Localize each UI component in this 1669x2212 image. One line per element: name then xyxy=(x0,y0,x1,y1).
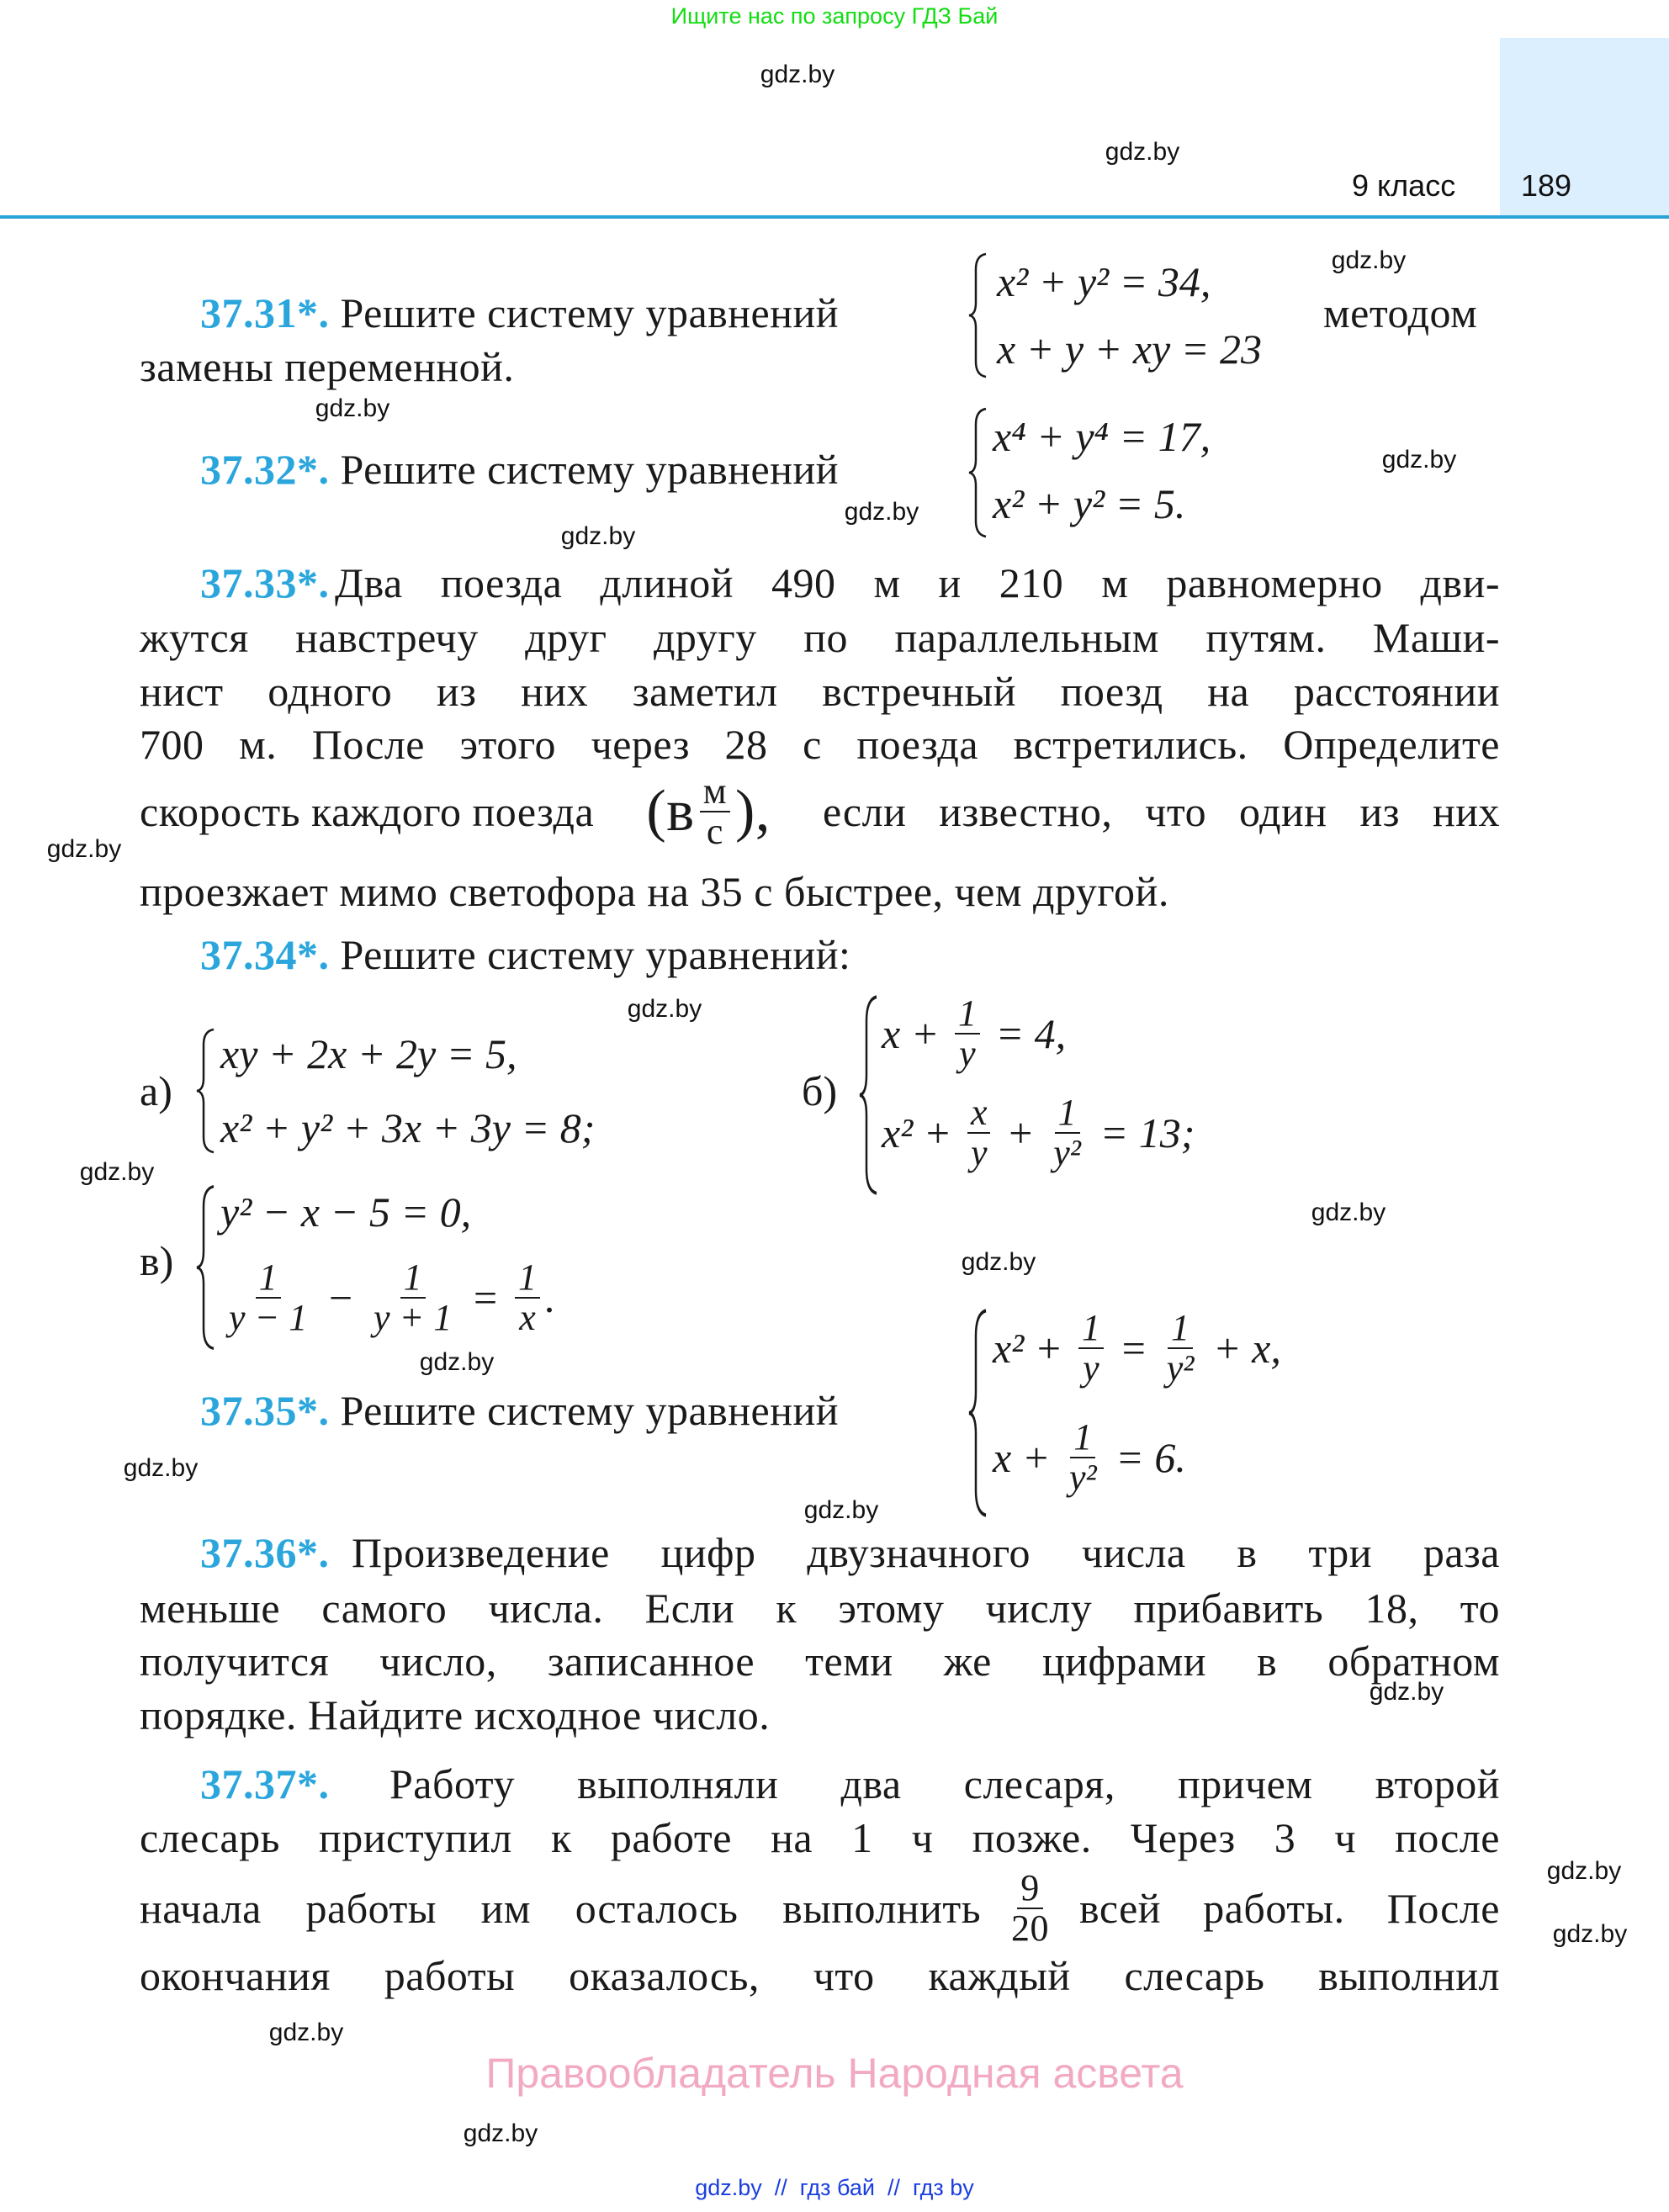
problem-text: 700 м. После этого через 28 с поезда встретились. Определите xyxy=(140,721,1500,768)
search-hint: Ищите нас по запросу ГДЗ Бай xyxy=(670,3,999,29)
problem-text: скорость каждого поезда xyxy=(140,788,595,836)
gdz-watermark: gdz.by xyxy=(268,2019,344,2046)
equation-term: x² + xyxy=(882,1109,962,1157)
gdz-watermark: gdz.by xyxy=(1381,446,1457,474)
problem-number: 37.31*. xyxy=(200,289,330,336)
gdz-watermark: gdz.by xyxy=(1105,138,1180,166)
fraction xyxy=(1008,1869,1052,1948)
equation-line xyxy=(220,1103,595,1152)
brace-icon xyxy=(967,252,989,378)
equation-term: + x, xyxy=(1202,1325,1281,1373)
problem-text: нист одного из них заметил встречный поезд на расстоянии xyxy=(140,668,1500,715)
problem-text: Работу выполняли два слесаря, причем второй xyxy=(389,1760,1500,1807)
problem-number: 37.35*. xyxy=(200,1387,330,1434)
subproblem-label: б) xyxy=(802,1067,838,1114)
gdz-watermark: gdz.by xyxy=(419,1348,495,1376)
gdz-watermark: gdz.by xyxy=(1331,246,1407,274)
equation-line xyxy=(997,257,1211,306)
subproblem-label: а) xyxy=(140,1067,172,1114)
fraction-numerator: x xyxy=(967,1093,991,1134)
rights-holder-watermark: Правообладатель Народная асвета xyxy=(485,2050,1184,2097)
gdz-watermark: gdz.by xyxy=(315,394,390,422)
brace-icon xyxy=(195,1184,217,1351)
gdz-watermark: gdz.by xyxy=(961,1248,1036,1276)
equation-term: y² − x − 5 = 0, xyxy=(220,1188,472,1236)
problem-text: Решите систему уравнений xyxy=(340,446,839,493)
fraction-denominator: y xyxy=(970,1132,988,1174)
fraction-denominator: y xyxy=(959,1033,976,1075)
footer-links[interactable]: gdz.by // гдз бай // гдз by xyxy=(695,2175,974,2200)
brace-icon xyxy=(967,407,989,538)
problem-number: 37.32*. xyxy=(200,446,330,493)
gdz-watermark: gdz.by xyxy=(123,1454,199,1482)
equation-term: x² + xyxy=(993,1325,1073,1373)
problem-text: всей работы. После xyxy=(1079,1885,1500,1933)
gdz-watermark: gdz.by xyxy=(46,835,122,863)
equation-term: x + xyxy=(993,1434,1061,1482)
fraction-numerator: 1 xyxy=(515,1258,540,1299)
problem-number: 37.37*. xyxy=(200,1760,330,1807)
brace-icon xyxy=(195,1028,217,1154)
equation-line xyxy=(993,1309,1281,1388)
fraction-denominator: 20 xyxy=(1011,1908,1049,1950)
grade-label: 9 класс xyxy=(1352,168,1456,203)
gdz-watermark: gdz.by xyxy=(560,522,636,550)
fraction xyxy=(955,994,980,1073)
equation-line xyxy=(882,994,1066,1073)
equation-term: = 6. xyxy=(1105,1434,1186,1482)
problem-text: слесарь приступил к работе на 1 ч позже. Через 3 ч после xyxy=(140,1814,1500,1861)
fraction-denominator: y² xyxy=(1068,1457,1097,1499)
fraction-numerator: 9 xyxy=(1017,1869,1043,1909)
fraction-numerator: 1 xyxy=(400,1258,426,1299)
problem-text: окончания работы оказалось, что каждый слесарь выполнил xyxy=(140,1952,1500,1999)
equation-term: . xyxy=(544,1274,556,1322)
page-number: 189 xyxy=(1521,168,1572,203)
fraction-numerator: 1 xyxy=(1070,1418,1095,1458)
problem-number: 37.33*. xyxy=(200,559,330,606)
problem-text: жутся навстречу друг другу по параллельным путям. Маши- xyxy=(140,614,1500,661)
equation-term: + xyxy=(995,1109,1046,1157)
problem-number: 37.36*. xyxy=(200,1529,330,1576)
problem-text: Решите систему уравнений: xyxy=(340,931,851,978)
equation-term: xy + 2x + 2y = 5, xyxy=(220,1030,517,1077)
equation-line xyxy=(993,479,1185,528)
unit-fraction xyxy=(700,772,730,851)
gdz-watermark: gdz.by xyxy=(627,995,702,1023)
problem-text: если известно, что один из них xyxy=(822,788,1500,836)
equation-term: x² + y² + 3x + 3y = 8; xyxy=(220,1104,596,1151)
equation-line xyxy=(882,1093,1195,1172)
problem-text: начала работы им осталось выполнить xyxy=(140,1885,981,1933)
fraction-numerator: 1 xyxy=(256,1258,281,1299)
fraction xyxy=(515,1258,540,1337)
equation-line xyxy=(993,412,1211,461)
equation-term: x + y + xy = 23 xyxy=(997,325,1262,373)
unit-open: (в xyxy=(646,779,695,844)
equation-line xyxy=(220,1258,555,1337)
equation-term: x⁴ + y⁴ = 17, xyxy=(993,413,1211,460)
problem-text: меньше самого числа. Если к этому числу прибавить 18, то xyxy=(140,1585,1500,1632)
fraction-denominator: y + 1 xyxy=(373,1297,453,1339)
fraction xyxy=(1078,1309,1104,1388)
equation-line xyxy=(220,1029,517,1078)
fraction-numerator: 1 xyxy=(1055,1093,1080,1134)
fraction-denominator: y² xyxy=(1053,1132,1081,1174)
subproblem-label: в) xyxy=(140,1237,174,1284)
gdz-watermark: gdz.by xyxy=(1369,1678,1444,1706)
problem-text: Два поезда длиной 490 м и 210 м равномерно дви- xyxy=(335,559,1500,606)
fraction-numerator: 1 xyxy=(955,994,980,1035)
header-rule xyxy=(0,215,1669,219)
fraction-numerator: 1 xyxy=(1168,1309,1193,1349)
fraction xyxy=(1050,1093,1084,1172)
fraction xyxy=(370,1258,455,1337)
problem-text: замены переменной. xyxy=(140,343,515,390)
equation-term: x² + y² = 5. xyxy=(993,480,1186,527)
gdz-watermark: gdz.by xyxy=(1552,1920,1628,1948)
gdz-watermark: gdz.by xyxy=(79,1158,155,1186)
problem-text: проезжает мимо светофора на 35 с быстрее, чем другой. xyxy=(140,868,1169,915)
equation-term: − xyxy=(315,1274,365,1322)
equation-term: = 4, xyxy=(984,1010,1067,1058)
equation-term: = xyxy=(460,1274,510,1322)
equation-line xyxy=(220,1188,471,1236)
problem-text: получится число, записанное теми же цифрами в обратном xyxy=(140,1638,1500,1685)
equation-term: x + xyxy=(882,1010,950,1058)
fraction xyxy=(967,1093,991,1172)
fraction-numerator: м xyxy=(700,772,730,812)
problem-text: Решите систему уравнений xyxy=(340,1387,839,1434)
problem-text: Решите систему уравнений xyxy=(340,289,839,336)
equation-term: x² + y² = 34, xyxy=(997,258,1211,305)
gdz-watermark: gdz.by xyxy=(1311,1199,1386,1226)
fraction-denominator: y² xyxy=(1166,1347,1195,1389)
brace-icon xyxy=(858,994,880,1196)
fraction-denominator: y xyxy=(1083,1347,1099,1389)
equation-term: = 13; xyxy=(1089,1109,1195,1157)
problem-number: 37.34*. xyxy=(200,931,330,978)
fraction xyxy=(1066,1418,1100,1497)
gdz-watermark: gdz.by xyxy=(760,61,835,88)
fraction xyxy=(1163,1309,1198,1388)
fraction xyxy=(225,1258,310,1337)
gdz-watermark: gdz.by xyxy=(463,2119,538,2147)
equation-line xyxy=(997,325,1262,373)
fraction-numerator: 1 xyxy=(1078,1309,1104,1349)
problem-text: Произведение цифр двузначного числа в три раза xyxy=(352,1529,1500,1576)
fraction-denominator: y − 1 xyxy=(229,1297,308,1339)
unit-close: ), xyxy=(735,779,771,844)
gdz-watermark: gdz.by xyxy=(844,498,919,526)
problem-text: порядке. Найдите исходное число. xyxy=(140,1691,771,1738)
problem-text: методом xyxy=(1323,289,1478,336)
brace-icon xyxy=(967,1308,989,1518)
gdz-watermark: gdz.by xyxy=(1546,1857,1622,1885)
gdz-watermark: gdz.by xyxy=(803,1496,879,1524)
fraction-denominator: x xyxy=(519,1297,536,1339)
equation-line xyxy=(993,1418,1186,1497)
equation-term: = xyxy=(1108,1325,1158,1373)
fraction-denominator: с xyxy=(706,811,723,853)
